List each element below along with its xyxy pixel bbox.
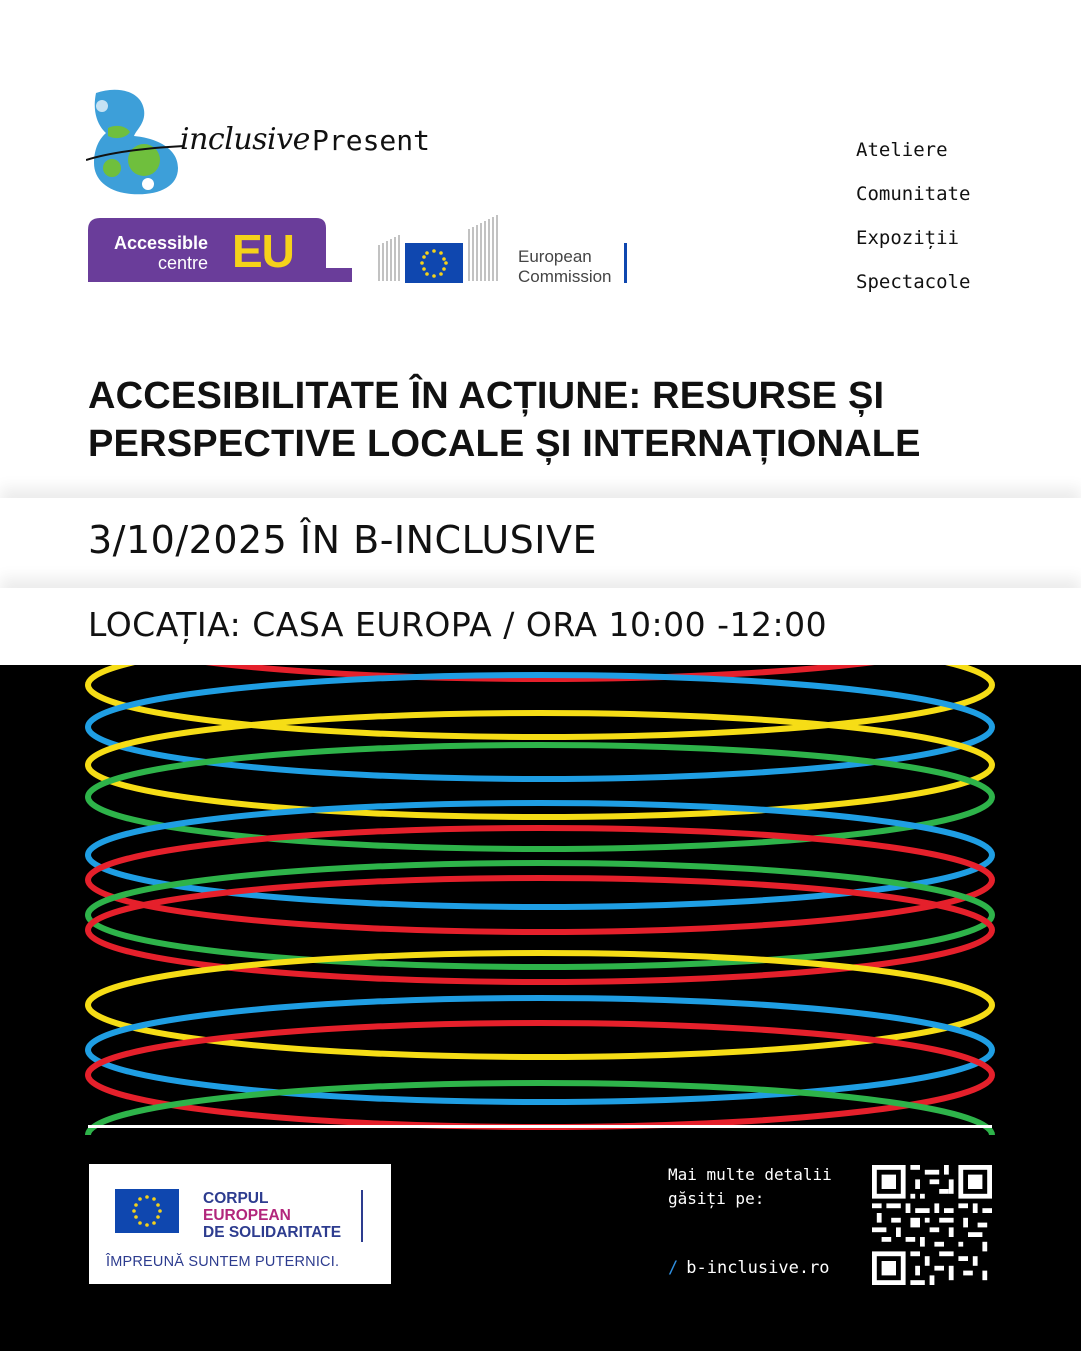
more-details-line2: găsiți pe:: [668, 1189, 765, 1208]
ring-blue-3: [88, 998, 992, 1102]
footer-area: [0, 665, 1081, 1351]
website-url[interactable]: b-inclusive.ro: [686, 1258, 830, 1278]
esc-line2: EUROPEAN: [203, 1207, 291, 1224]
accessible-label: Accessible: [114, 233, 209, 253]
divider-line: [88, 1125, 992, 1128]
event-date: 3/10/2025 ÎN B-INCLUSIVE: [88, 518, 598, 562]
menu-item-expozitii: Expoziții: [856, 227, 959, 249]
centre-label: centre: [158, 253, 209, 273]
esc-line3: DE SOLIDARITATE: [203, 1224, 342, 1241]
event-location: LOCAȚIA: CASA EUROPA / ORA 10:00 -12:00: [88, 605, 828, 644]
logo-wordmark: inclusive: [180, 122, 310, 157]
activities-menu: [856, 128, 970, 304]
esc-logo-box: [89, 1164, 391, 1284]
more-details-text: [668, 1163, 832, 1211]
esc-line1: CORPUL: [203, 1190, 269, 1207]
website-link[interactable]: / b-inclusive.ro: [668, 1258, 830, 1278]
ring-red-4: [88, 1023, 992, 1127]
esc-tagline: ÎMPREUNĂ SUNTEM PUTERNICI.: [106, 1254, 340, 1270]
ec-label-line1: European: [518, 247, 592, 266]
more-details-line1: Mai multe detalii: [668, 1165, 832, 1184]
ring-green-1: [88, 745, 992, 849]
eu-label: EU: [232, 225, 294, 277]
header-area: [0, 0, 1081, 665]
menu-item-comunitate: Comunitate: [856, 183, 971, 205]
menu-item-spectacole: Spectacole: [856, 271, 971, 293]
b-inclusive-logo-icon: [86, 88, 186, 196]
qr-code-icon[interactable]: [872, 1165, 992, 1285]
rings-graphic: [0, 665, 1081, 1135]
event-title-line2: PERSPECTIVE LOCALE ȘI INTERNAȚIONALE: [88, 423, 921, 465]
present-label: Present: [312, 124, 431, 157]
event-title-line1: ACCESIBILITATE ÎN ACȚIUNE: RESURSE ȘI: [88, 375, 885, 417]
menu-item-ateliere: Ateliere: [856, 139, 948, 161]
ec-label-line2: Commission: [518, 267, 612, 286]
event-title: [88, 372, 1028, 468]
